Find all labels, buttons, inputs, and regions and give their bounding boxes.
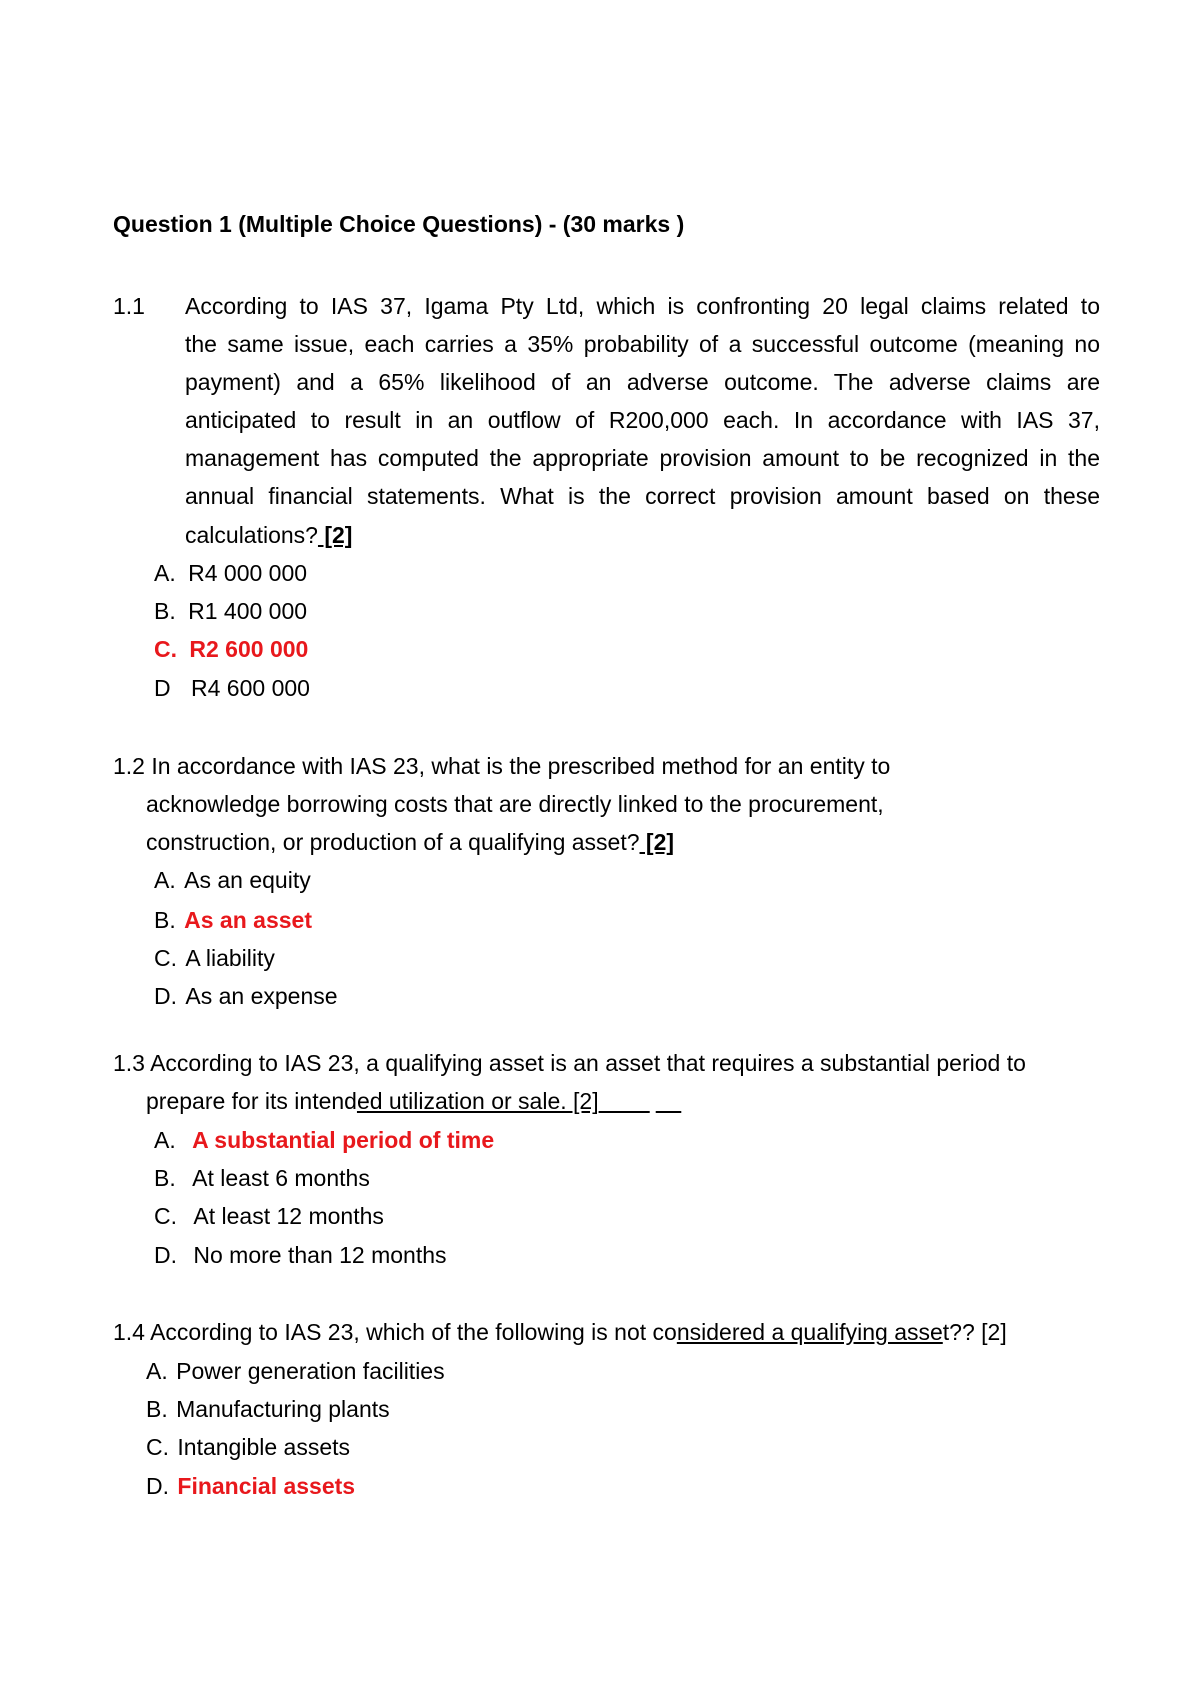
option-text: R4 000 000 [188,560,308,586]
option-text: A liability [185,945,275,971]
question-1-3-text-a: prepare for its intend [146,1088,357,1114]
option-text: R4 600 000 [191,675,310,701]
option-text: As an equity [184,867,311,893]
underline-filler [599,1088,650,1114]
option-text: R1 400 000 [188,598,308,624]
option-text: As an asset [184,907,312,933]
question-1-2-option-b-correct [154,906,312,934]
question-1-3-option-a-correct [154,1126,494,1154]
question-1-1-option-b [154,597,307,625]
option-letter: D. [154,1242,177,1268]
question-1-2-option-a [154,866,311,894]
question-1-2-last-text: construction, or production of a qualifying asset? [146,829,640,855]
question-1-4-option-a [146,1357,445,1385]
option-letter: D [154,675,171,701]
option-letter: C. [154,636,177,662]
underline-filler [656,1088,682,1114]
question-1-1-line-6: annual financial statements. What is the correct provision amount based on these [185,483,1100,509]
question-1-4-option-b [146,1395,390,1423]
question-1-1-mark: [2] [317,522,353,548]
option-text: Financial assets [177,1473,356,1499]
question-1-3-line-1: 1.3 According to IAS 23, a qualifying asset is an asset that requires a substantial period to [113,1050,1026,1076]
option-letter: B. [154,598,176,624]
question-1-1-option-d [154,674,310,702]
option-text: As an expense [185,983,338,1009]
question-1-4-line-1 [113,1318,1007,1346]
question-1-3-option-b [154,1164,370,1192]
question-1-2-line-1: 1.2 In accordance with IAS 23, what is the prescribed method for an entity to [113,753,891,779]
question-1-4-option-c [146,1433,350,1461]
question-1-3-option-d [154,1241,447,1269]
option-text: Manufacturing plants [176,1396,390,1422]
question-1-2-option-d [154,982,338,1010]
option-letter: C. [154,1203,177,1229]
question-1-1-option-c-correct [154,635,308,663]
option-letter: A. [154,1127,176,1153]
option-text: At least 12 months [193,1203,384,1229]
question-1-3-text-b-underlined: ed utilization or sale. [2] [356,1088,599,1114]
section-title: Question 1 (Multiple Choice Questions) - (30 marks ) [113,211,685,237]
question-1-2-line-3 [146,828,674,856]
option-letter: C. [154,945,177,971]
option-letter: A. [154,560,176,586]
question-1-4-text-b-underlined: nsidered a qualifying asse [676,1319,943,1345]
question-1-1-line-1: According to IAS 37, Igama Pty Ltd, which is confronting 20 legal claims related to [185,293,1100,319]
question-1-1-line-7 [185,521,352,549]
option-letter: D. [146,1473,169,1499]
question-1-2-mark: [2] [639,829,675,855]
question-1-1-option-a [154,559,307,587]
question-1-1-number: 1.1 [113,293,145,319]
option-text: No more than 12 months [193,1242,447,1268]
option-letter: A. [154,867,176,893]
question-1-1-line-4: anticipated to result in an outflow of R200,000 each. In accordance with IAS 37, [185,407,1100,433]
option-letter: D. [154,983,177,1009]
question-1-4-text-c: t?? [2] [942,1319,1007,1345]
option-text: Intangible assets [177,1434,351,1460]
option-letter: C. [146,1434,169,1460]
option-text: R2 600 000 [189,636,309,662]
question-1-2-line-2: acknowledge borrowing costs that are directly linked to the procurement, [146,791,884,817]
option-text: Power generation facilities [176,1358,445,1384]
option-text: A substantial period of time [192,1127,495,1153]
question-1-3-option-c [154,1202,384,1230]
question-1-1-last-text: calculations? [185,522,318,548]
question-1-4-option-d-correct [146,1472,355,1500]
question-1-1-line-2: the same issue, each carries a 35% probability of a successful outcome (meaning no [185,331,1100,357]
question-1-3-line-2 [146,1087,681,1115]
option-letter: B. [146,1396,168,1422]
question-1-1-line-3: payment) and a 65% likelihood of an adverse outcome. The adverse claims are [185,369,1100,395]
question-1-1-line-5: management has computed the appropriate provision amount to be recognized in the [185,445,1100,471]
option-letter: A. [146,1358,168,1384]
question-1-4-text-a: 1.4 According to IAS 23, which of the following is not co [113,1319,677,1345]
question-1-2-option-c [154,944,275,972]
option-letter: B. [154,1165,176,1191]
option-text: At least 6 months [192,1165,370,1191]
option-letter: B. [154,907,176,933]
